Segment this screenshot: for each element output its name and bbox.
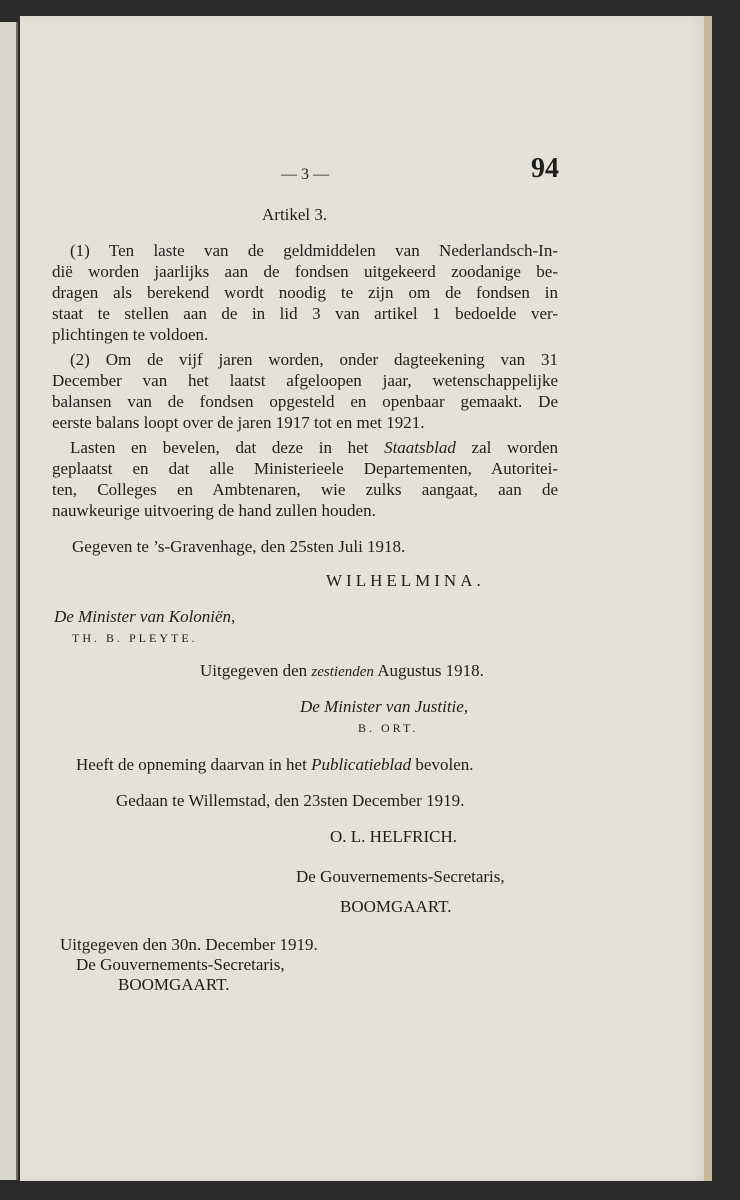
paragraph-1: [52, 240, 558, 345]
minister-justice-name: B. ORT.: [358, 721, 419, 735]
text-span: Augustus 1918.: [377, 661, 484, 680]
italic-term: zestienden: [311, 664, 374, 680]
text-span: zal worden: [471, 438, 558, 457]
paragraph-lasten: [52, 437, 558, 521]
issued-line: [200, 660, 484, 683]
text-line: geplaatst en dat alle Ministerieele Departementen, Autoritei-: [52, 459, 558, 478]
royal-signature: WILHELMINA.: [326, 571, 485, 590]
footer-issued: Uitgegeven den 30n. December 1919.: [60, 935, 318, 954]
minister-colonies-title: De Minister van Koloniën,: [54, 607, 236, 626]
governor-name: O. L. HELFRICH.: [330, 827, 458, 846]
minister-justice-title: De Minister van Justitie,: [300, 697, 469, 716]
footer-secretary-name: BOOMGAART.: [118, 975, 230, 994]
page-edge: [704, 16, 712, 1181]
document-page: [20, 16, 704, 1181]
text-span: bevolen.: [415, 755, 474, 774]
text-line: [52, 437, 558, 458]
italic-term: Publicatieblad: [311, 755, 412, 774]
text-line: eerste balans loopt over de jaren 1917 tot en met 1921.: [52, 413, 425, 432]
secretary-name: BOOMGAART.: [340, 897, 452, 916]
secretary-title: De Gouvernements-Secretaris,: [296, 867, 505, 886]
text-line: ten, Colleges en Ambtenaren, wie zulks aangaat, aan de: [52, 480, 558, 499]
text-line: dragen als berekend wordt noodig te zijn om de fondsen in: [52, 283, 558, 302]
text-line: (2) Om de vijf jaren worden, onder dagteekening van 31: [70, 350, 558, 369]
text-line: (1) Ten laste van de geldmiddelen van Nederlandsch-In-: [70, 241, 558, 260]
paragraph-2: [52, 349, 558, 433]
given-line: Gegeven te ’s-Gravenhage, den 25sten Juli 1918.: [72, 537, 406, 556]
publication-line: [76, 754, 474, 775]
done-line: Gedaan te Willemstad, den 23sten December 1919.: [116, 791, 465, 810]
page-marker: — 3 —: [281, 166, 329, 183]
text-line: balansen van de fondsen opgesteld en openbaar gemaakt. De: [52, 392, 558, 411]
italic-term: Staatsblad: [384, 438, 456, 457]
previous-page-edge: [0, 22, 18, 1180]
text-line: December van het laatst afgeloopen jaar, wetenschappelijke: [52, 371, 558, 390]
text-span: Lasten en bevelen, dat deze in het: [70, 438, 369, 457]
text-line: staat te stellen aan de in lid 3 van artikel 1 bedoelde ver-: [52, 304, 558, 323]
text-span: Heeft de opneming daarvan in het: [76, 755, 307, 774]
minister-colonies-name: TH. B. PLEYTE.: [72, 631, 198, 645]
article-heading: Artikel 3.: [262, 205, 328, 224]
footer-secretary-title: De Gouvernements-Secretaris,: [76, 955, 285, 974]
text-line: plichtingen te voldoen.: [52, 325, 209, 344]
text-span: Uitgegeven den: [200, 661, 308, 680]
text-line: dië worden jaarlijks aan de fondsen uitgekeerd zoodanige be-: [52, 262, 558, 281]
page-number: 94: [531, 153, 559, 184]
text-line: nauwkeurige uitvoering de hand zullen houden.: [52, 501, 376, 520]
